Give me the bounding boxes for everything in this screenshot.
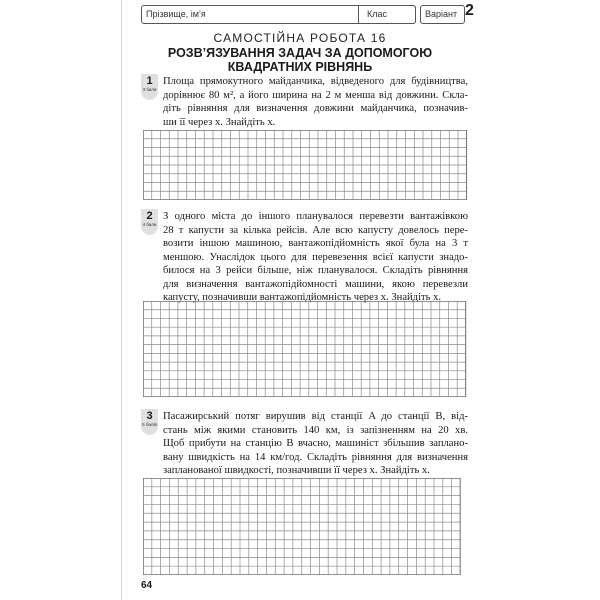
task-3-answer-grid[interactable]: [143, 478, 469, 575]
task-3-line: вану швидкість на 14 км/год. Складіть рівняння для визначення: [163, 451, 468, 463]
task-1-number: 1: [146, 75, 153, 87]
task-2-text: [163, 210, 468, 305]
task-3-line: стань між якими становить 140 км, із запізненням на 20 хв.: [163, 424, 468, 436]
class-field[interactable]: [358, 5, 416, 24]
task-3-line: запланованої швидкості, позначивши її через x. Знайдіть x.: [163, 465, 430, 476]
topic-title-line2: КВАДРАТНИХ РІВНЯНЬ: [227, 60, 373, 74]
task-2-line: 28 т капусти за кілька рейсів. Але всю капусту довелось пере-: [163, 224, 468, 236]
task-2-line: меншою. Унаслідок цього для перевезення всієї капусти знадо-: [163, 251, 468, 263]
topic-title-line1: РОЗВ’ЯЗУВАННЯ ЗАДАЧ ЗА ДОПОМОГОЮ: [167, 46, 433, 60]
variant-label: Варіант: [425, 9, 458, 19]
task-2-line: для визначення вантажопідйомності машини, якою перевезли: [163, 278, 468, 290]
task-1-line: діть рівняння для визначення довжини майданчика, позначив-: [163, 103, 468, 114]
class-field-label: Клас: [367, 9, 387, 19]
page-number: 64: [141, 580, 153, 591]
task-1-points: 3 бали: [142, 87, 157, 92]
task-2-line: капусту, позначивши вантажопідйомність через x. Знайдіть x.: [163, 292, 442, 303]
topic-title: [0, 46, 600, 74]
page-edge-line: [121, 0, 122, 600]
work-title: САМОСТІЙНА РОБОТА 16: [213, 31, 387, 45]
name-field-label: Прізвище, ім’я: [146, 9, 206, 19]
task-1-line: дорівнює 80 м², а його ширина на 2 м менша від довжини. Скла-: [163, 89, 468, 101]
variant-field: [420, 5, 465, 24]
task-3-number: 3: [146, 410, 153, 422]
variant-number: 2: [465, 2, 474, 19]
task-3-points: 5 балів: [142, 422, 157, 427]
task-2-line: З одного міста до іншого планувалося перевезти вантажівкою: [163, 211, 468, 222]
task-1-answer-grid[interactable]: [143, 130, 469, 200]
task-2-badge: [141, 209, 158, 235]
task-3-line: Щоб прибути на станцію B вчасно, машиніст збільшив заплано-: [163, 438, 468, 449]
task-1-badge: [141, 74, 158, 100]
task-2-number: 2: [146, 210, 153, 222]
task-1-line: ши її через x. Знайдіть x.: [163, 116, 276, 128]
task-2-answer-grid[interactable]: [143, 301, 469, 397]
task-3-text: [163, 410, 468, 478]
task-2-line: возити іншою машиною, вантажопідйомність якої була на 3 т: [163, 238, 468, 249]
task-1-text: [163, 75, 468, 129]
task-1-line: Площа прямокутного майданчика, відведеного для будівництва,: [163, 76, 468, 87]
task-3-line: Пасажирський потяг вирушив від станції A до станції B, від-: [163, 411, 468, 422]
task-2-points: 4 бали: [142, 222, 157, 227]
task-3-badge: [141, 409, 158, 435]
task-2-line: билося на 3 рейси більше, ніж планувалося. Складіть рівняння: [163, 265, 468, 276]
